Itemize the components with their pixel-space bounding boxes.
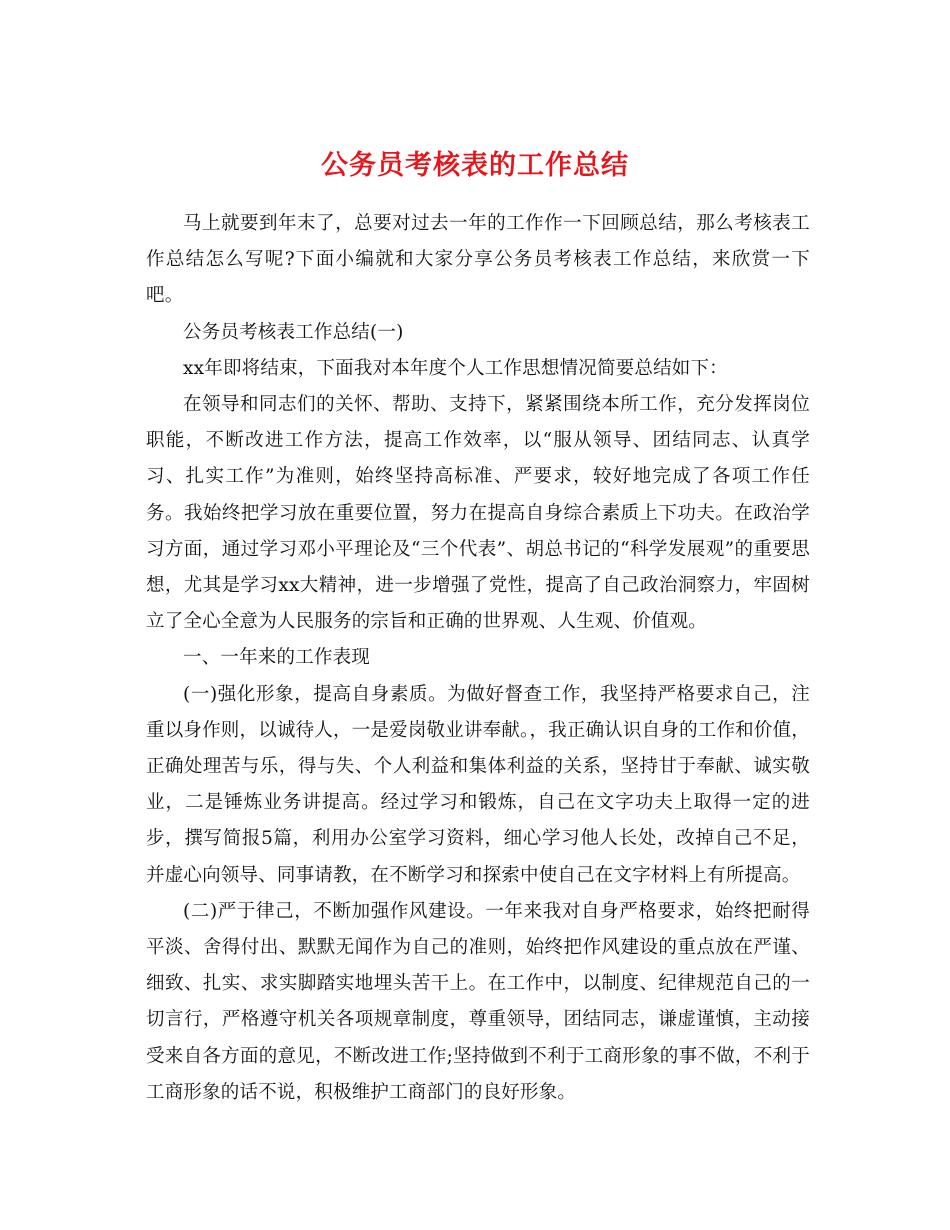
document-body [146,206,810,1111]
section-heading-work-performance: 一、一年来的工作表现 [183,647,371,669]
work-style-paragraph: (二)严于律己，不断加强作风建设。一年来我对自身严格要求，始终把耐得平淡、舍得付出、默默无闻作为自己的准则，始终把作风建设的重点放在严谨、细致、扎实、求实脚踏实地埋头苦干上。在工作中，以制度、纪律规范自己的一切言行，严格遵守机关各项规章制度，尊重领导，团结同志，谦虚谨慎，主动接受来自各方面的意见，不断改进工作;坚持做到不利于工商形象的事不做，不利于工商形象的话不说，积极维护工商部门的良好形象。 [146,900,810,1103]
opening-paragraph: xx年即将结束，下面我对本年度个人工作思想情况简要总结如下： [183,357,728,379]
intro-paragraph: 马上就要到年末了，总要对过去一年的工作作一下回顾总结，那么考核表工作总结怎么写呢?下面小编就和大家分享公务员考核表工作总结，来欣赏一下吧。 [146,213,810,307]
image-quality-paragraph: (一)强化形象，提高自身素质。为做好督查工作，我坚持严格要求自己，注重以身作则，以诚待人，一是爱岗敬业讲奉献。，我正确认识自身的工作和价值，正确处理苦与乐，得与失、个人利益和集体利益的关系，坚持甘于奉献、诚实敬业，二是锤炼业务讲提高。经过学习和锻炼，自己在文字功夫上取得一定的进步，撰写简报5篇，利用办公室学习资料，细心学习他人长处，改掉自己不足，并虚心向领导、同事请教，在不断学习和探索中使自己在文字材料上有所提高。 [146,683,810,886]
document-title: 公务员考核表的工作总结 [321,150,629,182]
study-paragraph: 在领导和同志们的关怀、帮助、支持下，紧紧围绕本所工作，充分发挥岗位职能，不断改进工作方法，提高工作效率，以“服从领导、团结同志、认真学习、扎实工作”为准则，始终坚持高标准、严要求，较好地完成了各项工作任务。我始终把学习放在重要位置，努力在提高自身综合素质上下功夫。在政治学习方面，通过学习邓小平理论及“三个代表”、胡总书记的“科学发展观”的重要思想，尤其是学习xx大精神，进一步增强了党性，提高了自己政治洞察力，牢固树立了全心全意为人民服务的宗旨和正确的世界观、人生观、价值观。 [146,394,810,633]
section-heading-summary-one: 公务员考核表工作总结(一) [183,321,404,343]
